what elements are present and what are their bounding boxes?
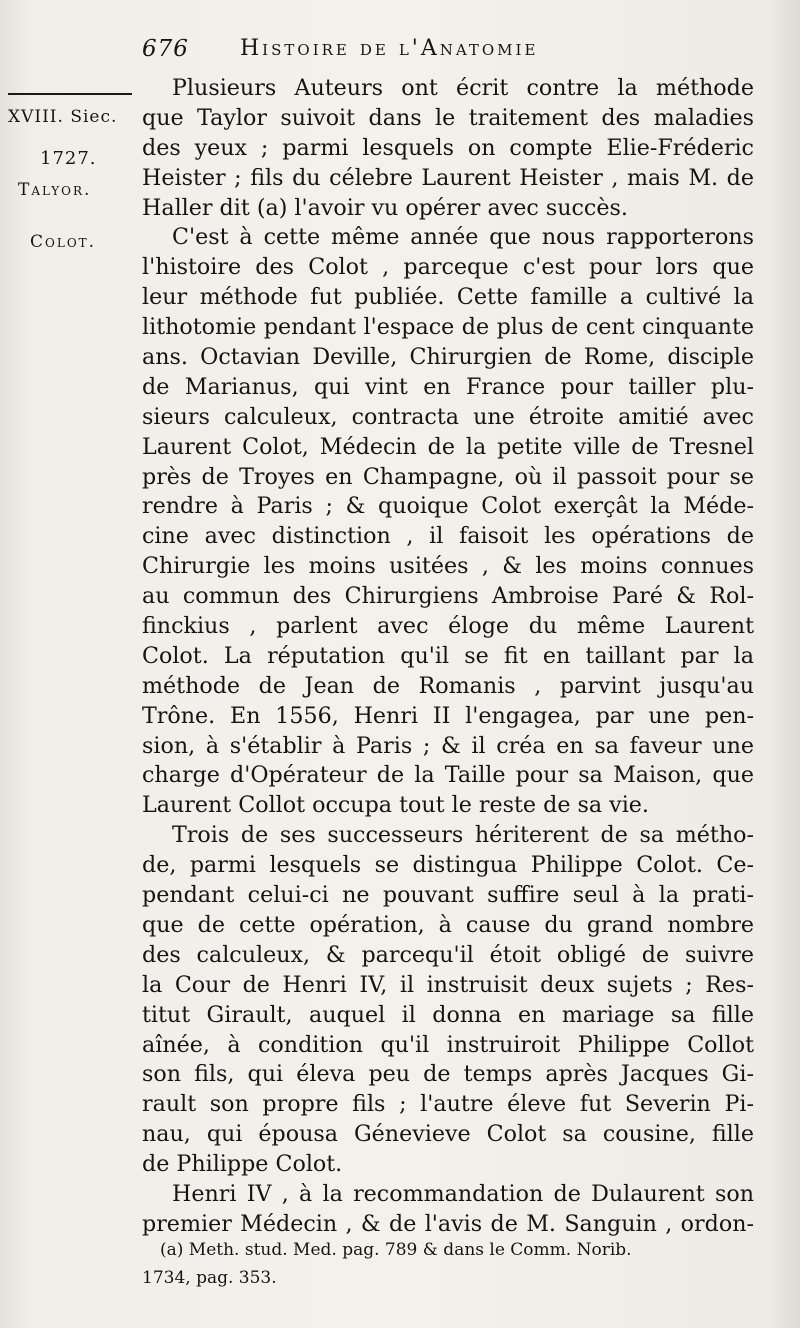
text-line: charge d'Opérateur de la Taille pour sa Maison, que [142, 762, 754, 789]
text-line: finckius , parlent avec éloge du même Laurent [142, 613, 754, 640]
text-line: C'est à cette même année que nous rapporterons [172, 224, 754, 251]
text-line: Trois de ses successeurs hériterent de sa métho- [172, 822, 754, 849]
text-line: de Marianus, qui vint en France pour tailler plu- [142, 373, 754, 400]
text-line: Trône. En 1556, Henri II l'engagea, par une pen- [142, 702, 754, 729]
text-line: la Cour de Henri IV, il instruisit deux sujets ; Res- [142, 971, 754, 998]
page-number: 676 [142, 36, 189, 62]
text-line: sion, à s'établir à Paris ; & il créa en sa faveur une [142, 732, 754, 759]
text-line: sieurs calculeux, contracta une étroite amitié avec [142, 403, 754, 430]
text-line: au commun des Chirurgiens Ambroise Paré & Rol- [142, 583, 754, 610]
text-line: Laurent Colot, Médecin de la petite ville de Tresnel [142, 433, 754, 460]
text-line: Chirurgie les moins usitées , & les moins connues [142, 553, 754, 580]
margin-note-century: XVIII. Siec. [8, 107, 118, 127]
text-line: cine avec distinction , il faisoit les opérations de [142, 523, 754, 550]
text-line: lithotomie pendant l'espace de plus de cent cinquante [142, 314, 754, 341]
text-line: Henri IV , à la recommandation de Dulaurent son [172, 1180, 754, 1207]
text-line: ans. Octavian Deville, Chirurgien de Rome, disciple [142, 344, 754, 371]
text-line: leur méthode fut publiée. Cette famille a cultivé la [142, 284, 754, 311]
text-line: rendre à Paris ; & quoique Colot exerçât la Méde- [142, 493, 754, 520]
margin-note-colot: Colot. [30, 232, 97, 252]
text-line: rault son propre fils ; l'autre éleve fut Severin Pi- [142, 1091, 754, 1118]
footnote-line: 1734, pag. 353. [142, 1268, 277, 1288]
text-line: nau, qui épousa Génevieve Colot sa cousine, fille [142, 1121, 754, 1148]
text-line: que Taylor suivoit dans le traitement des maladies [142, 104, 754, 131]
text-line: de, parmi lesquels se distingua Philippe Colot. Ce- [142, 852, 754, 879]
text-line: aînée, à condition qu'il instruiroit Philippe Collot [142, 1031, 754, 1058]
body-text [142, 74, 754, 1240]
margin-rule [8, 93, 132, 95]
footnote-line: (a) Meth. stud. Med. pag. 789 & dans le Comm. Norib. [160, 1240, 632, 1260]
text-line: son fils, qui éleva peu de temps après Jacques Gi- [142, 1061, 754, 1088]
text-line: des calculeux, & parcequ'il étoit obligé de suivre [142, 941, 754, 968]
text-line: premier Médecin , & de l'avis de M. Sanguin , ordon- [142, 1210, 754, 1237]
text-line: Heister ; fils du célebre Laurent Heister , mais M. de [142, 164, 754, 191]
text-line: près de Troyes en Champagne, où il passoit pour se [142, 463, 754, 490]
text-line: Haller dit (a) l'avoir vu opérer avec succès. [142, 194, 628, 221]
text-line: des yeux ; parmi lesquels on compte Elie-Fréderic [142, 134, 754, 161]
running-title: Histoire de l'Anatomie [240, 36, 539, 61]
page-header [140, 36, 780, 72]
text-line: pendant celui-ci ne pouvant suffire seul à la prati- [142, 882, 754, 909]
margin-note-year: 1727. [40, 148, 97, 169]
footnote [142, 1236, 754, 1292]
text-line: de Philippe Colot. [142, 1151, 343, 1178]
text-line: que de cette opération, à cause du grand nombre [142, 911, 754, 938]
text-line: titut Girault, auquel il donna en mariage sa fille [142, 1001, 754, 1028]
text-line: méthode de Jean de Romanis , parvint jusqu'au [142, 672, 754, 699]
text-line: Laurent Collot occupa tout le reste de sa vie. [142, 792, 649, 819]
text-line: Plusieurs Auteurs ont écrit contre la méthode [172, 75, 754, 101]
margin-note-taylor: Talyor. [18, 180, 92, 200]
text-line: l'histoire des Colot , parceque c'est pour lors que [142, 254, 754, 281]
text-line: Colot. La réputation qu'il se fit en taillant par la [142, 642, 754, 669]
